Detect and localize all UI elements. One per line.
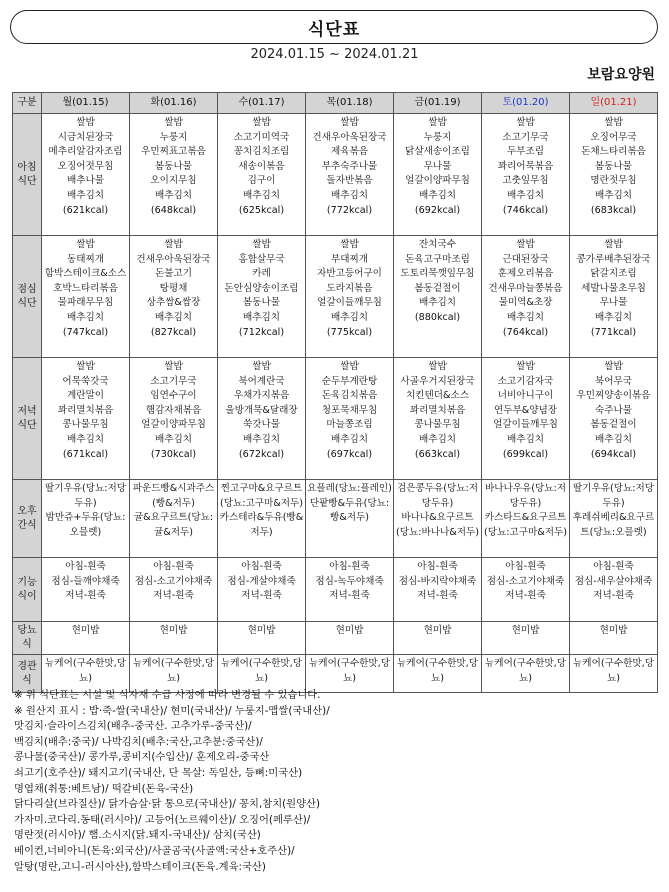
menu-item: 봄동나물 <box>154 160 193 172</box>
menu-item: 점심-소고기야채죽 <box>134 575 213 587</box>
menu-cell <box>570 236 658 358</box>
menu-item: 점심-바지락야채죽 <box>398 575 477 587</box>
menu-item: 점심-들깨야채죽 <box>51 575 120 587</box>
date-range: 2024.01.15 ~ 2024.01.21 <box>250 47 419 62</box>
menu-item: (712kcal) <box>238 326 285 338</box>
menu-cell <box>306 114 394 236</box>
menu-item: 햄감자채볶음 <box>145 404 202 416</box>
menu-item: 건새우마늘쫑볶음 <box>488 282 563 294</box>
menu-item: 뉴케어(구수한맛,당뇨) <box>397 658 478 684</box>
menu-item: 북어무국 <box>594 375 633 387</box>
menu-item: 후레쉬베리&요구르트(당뇨:오믈렛) <box>572 512 655 538</box>
day-header-tue: 화(01.16) <box>130 93 218 114</box>
menu-item: 배추김치 <box>330 311 369 323</box>
menu-cell <box>130 114 218 236</box>
row-label-line: 당뇨 <box>17 625 37 636</box>
menu-item: 배추김치 <box>330 189 369 201</box>
menu-item: 우민찌양송이볶음 <box>576 390 651 402</box>
menu-item: 현미밥 <box>71 625 100 636</box>
menu-item: 봄동나물 <box>594 160 633 172</box>
menu-item: 뉴케어(구수한맛,당뇨) <box>573 658 654 684</box>
menu-item: 누룽지 <box>159 131 188 143</box>
menu-item: 배추김치 <box>418 297 457 309</box>
menu-item: 아침-흰죽 <box>593 561 634 572</box>
menu-item: 바나나&요구르트(당뇨:바나나&저두) <box>395 512 480 538</box>
menu-cell <box>218 655 306 693</box>
menu-item: 쌀밥 <box>164 117 183 128</box>
menu-item: 쌀밥 <box>164 361 183 372</box>
menu-item: 점심-게살야채죽 <box>227 575 296 587</box>
menu-item: 쌀밥 <box>340 117 359 128</box>
menu-row-dinner <box>13 358 658 480</box>
menu-item: 동태찌개 <box>66 253 105 265</box>
menu-item: (880kcal) <box>414 311 461 323</box>
menu-item: 점심-새우살야채죽 <box>574 575 653 587</box>
menu-cell <box>42 114 130 236</box>
menu-item: 쌀밥 <box>428 361 447 372</box>
menu-cell <box>394 558 482 622</box>
note-line: 베이컨,너비아니(돈육:외국산)/사골곰국(사골액:국산+호주산)/ <box>14 844 295 857</box>
corner-header: 구분 <box>13 93 42 114</box>
menu-item: 쌀밥 <box>604 117 623 128</box>
menu-cell <box>570 114 658 236</box>
menu-cell <box>482 114 570 236</box>
menu-item: 배추김치 <box>506 433 545 445</box>
menu-item: 바나나우유(당뇨:저당두유) <box>484 483 567 509</box>
menu-cell <box>130 622 218 655</box>
menu-row-lunch <box>13 236 658 358</box>
menu-item: 고춧잎무침 <box>502 175 549 187</box>
menu-item: (694kcal) <box>590 448 637 460</box>
menu-cell <box>42 655 130 693</box>
menu-cell <box>218 236 306 358</box>
menu-item: 자반고등어구이 <box>317 268 382 280</box>
menu-item: 콩나물무침 <box>414 419 461 431</box>
menu-item: 아침-흰죽 <box>65 561 106 572</box>
title-text: 식단표 <box>307 19 361 40</box>
menu-item: 배추김치 <box>154 189 193 201</box>
menu-item: 새송이볶음 <box>238 160 285 172</box>
menu-item: 닭갈지조림 <box>590 268 637 280</box>
row-label-line: 식 <box>22 639 32 650</box>
menu-cell <box>306 480 394 558</box>
menu-cell <box>42 558 130 622</box>
menu-item: 함박스테이크&소스 <box>44 268 127 280</box>
menu-item: 돌자반볶음 <box>326 175 373 187</box>
menu-cell <box>394 622 482 655</box>
menu-item: (697kcal) <box>326 448 373 460</box>
menu-item: 숙주나물 <box>594 404 633 416</box>
menu-item: 배추김치 <box>506 189 545 201</box>
menu-item: 어묵쑥갓국 <box>62 375 109 387</box>
menu-item: 우민찌표고볶음 <box>141 146 206 158</box>
menu-item: 배추나물 <box>66 175 105 187</box>
facility-name: 보람요양원 <box>587 67 655 83</box>
menu-item: 건새우아욱된장국 <box>312 131 387 143</box>
menu-cell <box>42 480 130 558</box>
menu-cell <box>482 358 570 480</box>
menu-item: 명란젓무침 <box>590 175 637 187</box>
menu-item: 연두부&양념장 <box>493 404 558 416</box>
menu-item: 청포묵채무침 <box>321 404 378 416</box>
menu-item: 배추김치 <box>66 311 105 323</box>
note-line: 콩나물(중국산)/ 콩가루,콩비지(수입산)/ 훈제오리-중국산 <box>14 751 270 764</box>
row-label-tube-feeding <box>13 655 42 693</box>
menu-item: (699kcal) <box>502 448 549 460</box>
row-label-snack <box>13 480 42 558</box>
menu-cell <box>482 622 570 655</box>
menu-cell <box>482 480 570 558</box>
menu-item: 꽈리멸치볶음 <box>57 404 114 416</box>
menu-cell <box>570 655 658 693</box>
menu-item: 카스타드&요구르트(당뇨:고구마&저두) <box>483 512 568 538</box>
menu-cell <box>218 622 306 655</box>
menu-cell <box>130 358 218 480</box>
menu-item: 봄동겉절이 <box>414 282 461 294</box>
menu-item: 소고기무국 <box>502 131 549 143</box>
menu-item: 부대찌개 <box>330 253 369 265</box>
menu-item: (683kcal) <box>590 204 637 216</box>
menu-item: 얼갈이양파무침 <box>405 175 470 187</box>
day-header-sun: 일(01.21) <box>570 93 658 114</box>
menu-cell <box>306 622 394 655</box>
menu-item: 아침-흰죽 <box>505 561 546 572</box>
menu-item: 호박느타리볶음 <box>53 282 118 294</box>
note-line: 명엽채(취통:베트남)/ 떡갈비(돈육-국산) <box>14 782 194 795</box>
menu-item: 쌀밥 <box>340 361 359 372</box>
menu-item: 배추김치 <box>594 433 633 445</box>
menu-item: (772kcal) <box>326 204 373 216</box>
notes-section <box>14 688 659 875</box>
menu-item: 돈육고구마조림 <box>405 253 470 265</box>
menu-item: 저녁-흰죽 <box>329 590 370 602</box>
menu-item: 파운드빵&시과주스(빵&저두) <box>132 483 215 509</box>
menu-item: 돈육김치볶음 <box>321 390 378 402</box>
menu-item: 꽈리어묵볶음 <box>497 160 554 172</box>
menu-item: 저녁-흰죽 <box>505 590 546 602</box>
menu-cell <box>218 480 306 558</box>
row-label-line: 아침 <box>17 161 37 173</box>
menu-item: 저녁-흰죽 <box>417 590 458 602</box>
row-label-line: 식단 <box>17 297 37 309</box>
day-header-mon: 월(01.15) <box>42 93 130 114</box>
row-label-lunch <box>13 236 42 358</box>
menu-item: 훈제오리볶음 <box>497 268 554 280</box>
menu-cell <box>130 236 218 358</box>
menu-item: (672kcal) <box>238 448 285 460</box>
row-label-diabetic-diet <box>13 622 42 655</box>
menu-item: 쌀밥 <box>604 361 623 372</box>
menu-item: (621kcal) <box>62 204 109 216</box>
menu-cell <box>570 622 658 655</box>
menu-item: 돈채느타리볶음 <box>581 146 646 158</box>
menu-cell <box>218 558 306 622</box>
menu-item: 아침-흰죽 <box>329 561 370 572</box>
menu-item: 현미밥 <box>511 625 540 636</box>
menu-item: 딸기우유(당뇨:저당두유) <box>44 483 127 509</box>
menu-item: 요플레(당뇨:플레인) <box>307 483 392 494</box>
menu-item: 밤만쥬+두유(당뇨:오믈렛) <box>45 512 126 538</box>
menu-item: 현미밥 <box>599 625 628 636</box>
menu-cell <box>130 480 218 558</box>
menu-item: 단팥빵&두유(당뇨:빵&저두) <box>309 497 390 524</box>
menu-cell <box>570 480 658 558</box>
menu-item: 마늘쫑조림 <box>326 419 373 431</box>
menu-cell <box>482 655 570 693</box>
menu-item: 카레 <box>252 268 271 280</box>
note-line: ※ 원산지 표시 : 밥·죽-쌀(국내산)/ 현미(국내산)/ 누룽지-맵쌀(국내산)/ <box>14 704 330 717</box>
menu-item: 아침-흰죽 <box>241 561 282 572</box>
menu-item: 누룽지 <box>423 131 452 143</box>
menu-item: 물파래무무침 <box>57 297 114 309</box>
menu-item: 콩나물무침 <box>62 419 109 431</box>
menu-item: 뉴케어(구수한맛,당뇨) <box>309 658 390 684</box>
menu-item: 뉴케어(구수한맛,당뇨) <box>45 658 126 684</box>
menu-item: 쌀밥 <box>252 117 271 128</box>
menu-item: (663kcal) <box>414 448 461 460</box>
menu-cell <box>218 114 306 236</box>
menu-item: 배추김치 <box>242 189 281 201</box>
menu-cell <box>394 358 482 480</box>
menu-item: (671kcal) <box>62 448 109 460</box>
row-label-breakfast <box>13 114 42 236</box>
menu-item: 부추숙주나물 <box>321 160 378 172</box>
menu-item: 저녁-흰죽 <box>241 590 282 602</box>
menu-item: 배추김치 <box>506 311 545 323</box>
menu-item: 김구이 <box>247 175 276 187</box>
menu-item: 배추김치 <box>242 311 281 323</box>
menu-row-diabetic-diet <box>13 622 658 655</box>
menu-item: 쌀밥 <box>252 239 271 250</box>
menu-item: 소고기무국 <box>150 375 197 387</box>
row-label-line: 간식 <box>17 519 37 531</box>
note-line: 쇠고기(호주산)/ 돼지고기(국내산, 단 목살: 독일산, 등뼈:미국산) <box>14 766 303 779</box>
menu-item: 얼갈이들깨무침 <box>317 297 382 309</box>
menu-item: 건새우아욱된장국 <box>136 253 211 265</box>
note-line: 가자미.코다리.동태(러시아)/ 고등어(노르웨이산)/ 오징어(페루산)/ <box>14 813 311 826</box>
row-label-line: 경관 <box>17 660 37 672</box>
menu-item: 배추김치 <box>154 311 193 323</box>
menu-item: 계란말이 <box>66 390 105 402</box>
menu-item: 쌀밥 <box>516 239 535 250</box>
note-line: 닭다리살(브라질산)/ 닭가슴살·닭 통으로(국내산)/ 꽁치,참치(원양산) <box>14 798 321 811</box>
menu-cell <box>130 655 218 693</box>
menu-item: 배추김치 <box>594 189 633 201</box>
menu-item: 쑥갓나물 <box>242 419 281 431</box>
menu-cell <box>482 558 570 622</box>
row-label-line: 식이 <box>17 590 37 602</box>
menu-item: 우채가지볶음 <box>233 390 290 402</box>
day-header-wed: 수(01.17) <box>218 93 306 114</box>
menu-item: (747kcal) <box>62 326 109 338</box>
menu-item: 메추리알감자조림 <box>48 146 123 158</box>
menu-item: 오징어젓무침 <box>57 160 114 172</box>
menu-item: 꽈리멸치볶음 <box>409 404 466 416</box>
menu-item: 아침-흰죽 <box>417 561 458 572</box>
menu-table <box>12 92 658 693</box>
day-header-thu: 목(01.18) <box>306 93 394 114</box>
menu-cell <box>130 558 218 622</box>
menu-item: 얼갈이양파무침 <box>141 419 206 431</box>
menu-row-snack <box>13 480 658 558</box>
menu-item: 쌀밥 <box>76 117 95 128</box>
menu-item: 저녁-흰죽 <box>153 590 194 602</box>
menu-item: 도라지볶음 <box>326 282 373 294</box>
row-label-line: 식 <box>22 674 32 686</box>
menu-item: 현미밥 <box>423 625 452 636</box>
menu-item: 오징어무국 <box>590 131 637 143</box>
menu-item: 근대된장국 <box>502 253 549 265</box>
row-label-line: 식단 <box>17 175 37 187</box>
menu-item: 쌀밥 <box>164 239 183 250</box>
row-label-dinner <box>13 358 42 480</box>
menu-item: 쌀밥 <box>516 117 535 128</box>
menu-row-tube-feeding <box>13 655 658 693</box>
menu-item: 임연수구이 <box>150 390 197 402</box>
menu-item: 점심-녹두야채죽 <box>315 575 384 587</box>
row-label-line: 식단 <box>17 419 37 431</box>
menu-item: 봄동나물 <box>242 297 281 309</box>
menu-item: (775kcal) <box>326 326 373 338</box>
menu-item: 배추김치 <box>66 189 105 201</box>
menu-item: 배추김치 <box>418 433 457 445</box>
menu-item: 제육볶음 <box>330 146 369 158</box>
menu-item: 저녁-흰죽 <box>65 590 106 602</box>
menu-item: 시금치된장국 <box>57 131 114 143</box>
menu-item: 찐고구마&요구르트(당뇨:고구마&저두) <box>219 483 304 509</box>
menu-item: 배추김치 <box>154 433 193 445</box>
menu-item: (764kcal) <box>502 326 549 338</box>
menu-item: 배추김치 <box>242 433 281 445</box>
day-header-sat: 토(01.20) <box>482 93 570 114</box>
page-title <box>10 10 658 44</box>
menu-cell <box>394 480 482 558</box>
menu-item: 돈불고기 <box>154 268 193 280</box>
menu-item: 배추김치 <box>66 433 105 445</box>
menu-item: 북어계란국 <box>238 375 285 387</box>
menu-item: 배추김치 <box>330 433 369 445</box>
menu-item: 너비아니구이 <box>497 390 554 402</box>
menu-cell <box>482 236 570 358</box>
menu-cell <box>394 655 482 693</box>
menu-item: 뉴케어(구수한맛,당뇨) <box>133 658 214 684</box>
menu-item: 소고기미역국 <box>233 131 290 143</box>
menu-cell <box>218 358 306 480</box>
menu-cell <box>394 236 482 358</box>
note-line: 백김치(배추:중국)/ 나박김치(배추:국산,고추분:중국산)/ <box>14 735 263 748</box>
menu-item: 무나물 <box>423 160 452 172</box>
menu-item: (625kcal) <box>238 204 285 216</box>
row-label-line: 저녁 <box>17 405 37 417</box>
menu-item: 얼갈이들깨무침 <box>493 419 558 431</box>
menu-item: 무나물 <box>599 297 628 309</box>
menu-item: 사골우거지된장국 <box>400 375 475 387</box>
menu-item: 저녁-흰죽 <box>593 590 634 602</box>
menu-item: 배추김치 <box>418 189 457 201</box>
menu-item: (827kcal) <box>150 326 197 338</box>
menu-item: 홍합살무국 <box>238 253 285 265</box>
menu-item: 뉴케어(구수한맛,당뇨) <box>221 658 302 684</box>
menu-item: 순두부계란탕 <box>321 375 378 387</box>
menu-cell <box>306 236 394 358</box>
menu-item: 두부조림 <box>506 146 545 158</box>
note-line: 맛김치·슬라이스김치(배추-중국산. 고추가루-중국산)/ <box>14 720 252 733</box>
menu-item: 세발나물초무침 <box>581 282 646 294</box>
menu-item: 쌀밥 <box>604 239 623 250</box>
menu-cell <box>394 114 482 236</box>
menu-item: 돈안심양송이조림 <box>224 282 299 294</box>
row-label-line: 기능 <box>17 576 37 588</box>
menu-item: 쌀밥 <box>76 239 95 250</box>
menu-item: 탕평채 <box>159 282 188 294</box>
menu-item: 쌀밥 <box>76 361 95 372</box>
note-line: 알탕(명란,고니-러시아산),함박스테이크(돈육.계육:국산) <box>14 860 266 873</box>
menu-cell <box>42 236 130 358</box>
menu-item: 카스테라&두유(빵&저두) <box>219 512 304 538</box>
menu-item: 아침-흰죽 <box>153 561 194 572</box>
menu-cell <box>306 358 394 480</box>
note-line: ※ 위 식단표는 시설 및 식자재 수급 사정에 따라 변경될 수 있습니다. <box>14 689 321 701</box>
menu-item: (730kcal) <box>150 448 197 460</box>
menu-item: 쌀밥 <box>252 361 271 372</box>
menu-item: 딸기우유(당뇨:저당두유) <box>572 483 655 509</box>
menu-item: 현미밥 <box>159 625 188 636</box>
menu-item: 현미밥 <box>335 625 364 636</box>
menu-item: 쌀밥 <box>340 239 359 250</box>
note-line: 명란젓(러시아)/ 햄.소시지(닭.돼지-국내산)/ 삼치(국산) <box>14 829 261 842</box>
menu-item: 봄동겉절이 <box>590 419 637 431</box>
menu-item: (648kcal) <box>150 204 197 216</box>
menu-item: 현미밥 <box>247 625 276 636</box>
menu-item: 닭살새송이조림 <box>405 146 470 158</box>
menu-item: 배추김치 <box>594 311 633 323</box>
menu-item: 점심-소고기야채죽 <box>486 575 565 587</box>
menu-row-functional-diet <box>13 558 658 622</box>
menu-item: 오이지무침 <box>150 175 197 187</box>
menu-item: 꽁치김치조림 <box>233 146 290 158</box>
menu-item: (771kcal) <box>590 326 637 338</box>
menu-cell <box>306 558 394 622</box>
menu-item: 잔치국수 <box>418 239 457 250</box>
day-header-fri: 금(01.19) <box>394 93 482 114</box>
menu-item: 검은콩두유(당뇨:저당두유) <box>396 483 479 509</box>
header-row <box>13 93 658 114</box>
menu-cell <box>570 558 658 622</box>
row-label-functional-diet <box>13 558 42 622</box>
menu-item: 물미역&초장 <box>498 297 553 309</box>
menu-item: 울방개묵&달래장 <box>225 404 298 416</box>
menu-cell <box>570 358 658 480</box>
menu-cell <box>42 358 130 480</box>
menu-cell <box>42 622 130 655</box>
menu-item: 쌀밥 <box>428 117 447 128</box>
menu-item: (692kcal) <box>414 204 461 216</box>
menu-item: 소고기감자국 <box>497 375 554 387</box>
menu-item: 쌀밥 <box>516 361 535 372</box>
menu-item: 뉴케어(구수한맛,당뇨) <box>485 658 566 684</box>
menu-item: 귤&요구르트(당뇨:귤&저두) <box>133 512 214 538</box>
menu-item: 상추쌈&쌈장 <box>146 297 201 309</box>
row-label-line: 오후 <box>17 505 37 517</box>
menu-item: 콩가루배추된장국 <box>576 253 651 265</box>
menu-cell <box>306 655 394 693</box>
menu-row-breakfast <box>13 114 658 236</box>
row-label-line: 점심 <box>17 283 37 295</box>
menu-item: (746kcal) <box>502 204 549 216</box>
menu-item: 치킨텐더&소스 <box>405 390 470 402</box>
menu-item: 도토리묵깻잎무침 <box>400 268 475 280</box>
